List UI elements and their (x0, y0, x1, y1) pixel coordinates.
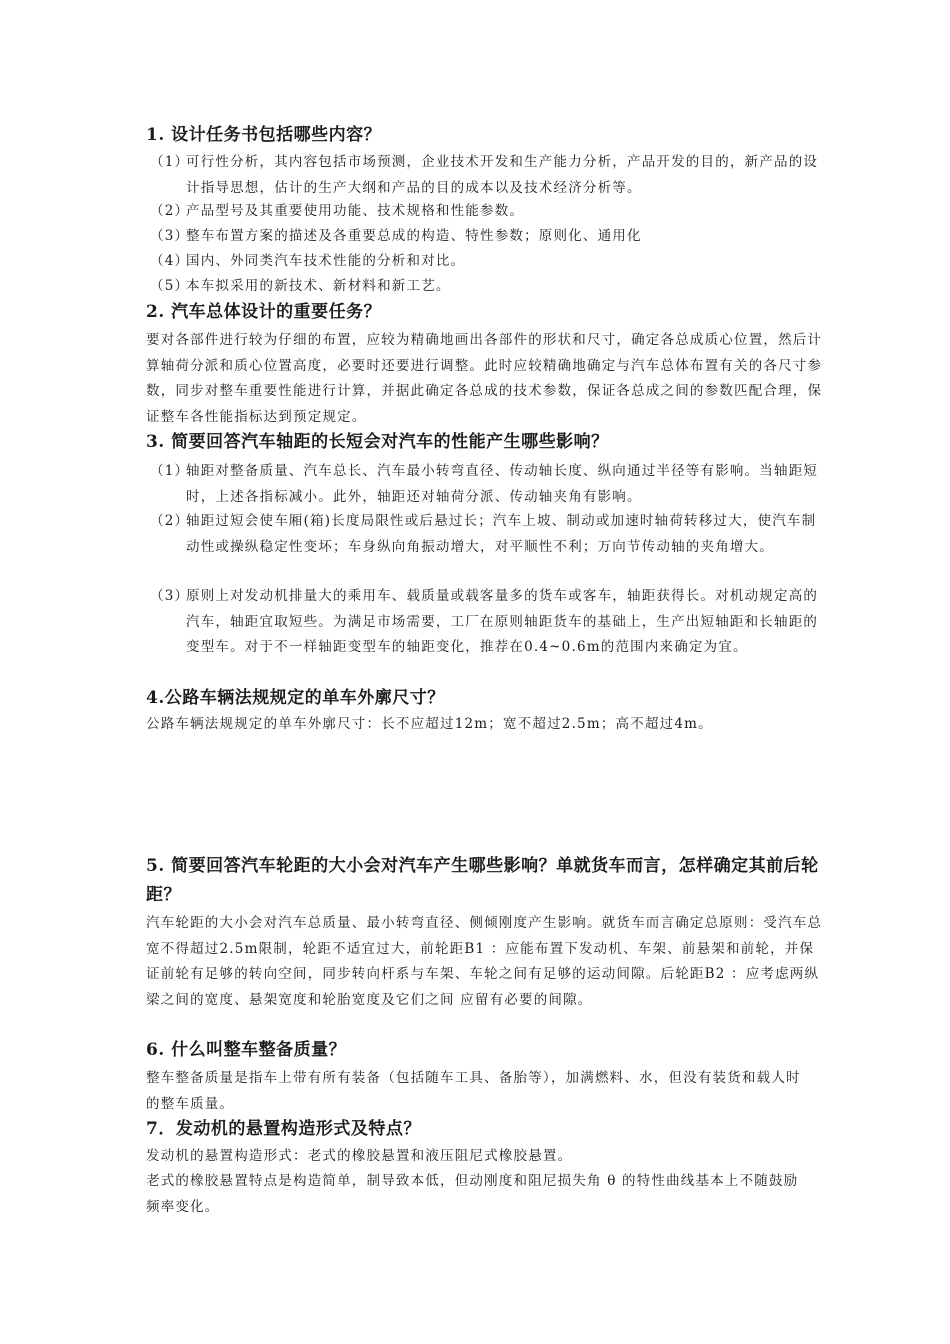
item-number: （3） (150, 228, 190, 244)
section-2-heading: 2. 汽车总体设计的重要任务？ (146, 302, 382, 322)
item-text: 轴距对整备质量、汽车总长、汽车最小转弯直径、传动轴长度、纵向通过半径等有影响。当轴距短时，上述各指标减小。此外，轴距还对轴荷分派、传动轴夹角有影响。 (186, 463, 819, 505)
item-number: （1） (150, 463, 190, 479)
item-text: 产品型号及其重要使用功能、技术规格和性能参数。 (186, 203, 525, 219)
section-3-heading: 3. 简要回答汽车轴距的长短会对汽车的性能产生哪些影响？ (146, 432, 609, 452)
section-7-paragraph-2: 老式的橡胶悬置特点是构造简单，制导致本低，但动刚度和阻尼损失角 θ 的特性曲线基本上不随鼓励频率变化。 (146, 1173, 799, 1215)
section-1-item-4 (150, 249, 820, 275)
item-number: （3） (150, 588, 190, 604)
section-1-item-1 (150, 150, 820, 201)
section-7-heading: 7．发动机的悬置构造形式及特点？ (146, 1119, 421, 1139)
item-text: 轴距过短会使车厢(箱)长度局限性或后悬过长；汽车上坡、制动或加速时轴荷转移过大，使汽车制动性或操纵稳定性变坏；车身纵向角振动增大，对平顺性不利；万向节传动轴的夹角增大。 (186, 513, 817, 555)
section-1-heading: 1. 设计任务书包括哪些内容？ (146, 125, 382, 145)
item-number: （2） (150, 513, 190, 529)
section-5-paragraph: 汽车轮距的大小会对汽车总质量、最小转弯直径、侧倾刚度产生影响。就货车而言确定总原则：受汽车总宽不得超过2.5m限制，轮距不适宜过大，前轮距B1 ：应能布置下发动机、车架、前悬架和前轮，并保证前轮有足够的转向空间，同步转向杆系与车架、车轮之间有足够的运动间隙。后轮距B2 ：应考虑两纵梁之间的宽度、悬架宽度和轮胎宽度及它们之间 应留有必要的间隙。 (146, 915, 823, 1009)
section-3-item-3 (150, 584, 820, 661)
section-2-paragraph: 要对各部件进行较为仔细的布置，应较为精确地画出各部件的形状和尺寸，确定各总成质心位置，然后计算轴荷分派和质心位置高度，必要时还要进行调整。此时应较精确地确定与汽车总体布置有关的各尺寸参数，同步对整车重要性能进行计算，并据此确定各总成的技术参数，保证各总成之间的参数匹配合理，保证整车各性能指标达到预定规定。 (146, 332, 823, 426)
item-number: （1） (150, 154, 190, 170)
section-7-paragraph-1: 发动机的悬置构造形式：老式的橡胶悬置和液压阻尼式橡胶悬置。 (146, 1148, 573, 1164)
section-6-heading: 6. 什么叫整车整备质量？ (146, 1040, 347, 1060)
section-3-item-2 (150, 509, 820, 560)
section-1-item-5 (150, 274, 820, 300)
section-3-item-1 (150, 459, 820, 510)
section-4-paragraph: 公路车辆法规规定的单车外廓尺寸：长不应超过12m；宽不超过2.5m；高不超过4m。 (146, 716, 713, 732)
section-1-item-3 (150, 224, 820, 250)
section-5-heading: 5. 简要回答汽车轮距的大小会对汽车产生哪些影响？单就货车而言，怎样确定其前后轮距？ (146, 856, 819, 905)
item-text: 原则上对发动机排量大的乘用车、载质量或载客量多的货车或客车，轴距获得长。对机动规定高的汽车，轴距宜取短些。为满足市场需要，工厂在原则轴距货车的基础上，生产出短轴距和长轴距的变型车。对于不一样轴距变型车的轴距变化，推荐在0.4~0.6m的范围内来确定为宜。 (186, 588, 819, 656)
section-4-heading: 4.公路车辆法规规定的单车外廓尺寸？ (146, 688, 445, 708)
section-1-item-2 (150, 199, 820, 225)
item-text: 国内、外同类汽车技术性能的分析和对比。 (186, 253, 466, 269)
item-text: 可行性分析，其内容包括市场预测，企业技术开发和生产能力分析，产品开发的目的，新产品的设计指导思想，估计的生产大纲和产品的目的成本以及技术经济分析等。 (186, 154, 819, 196)
item-number: （5） (150, 278, 190, 294)
item-number: （4） (150, 253, 190, 269)
item-text: 本车拟采用的新技术、新材料和新工艺。 (186, 278, 451, 294)
section-6-paragraph: 整车整备质量是指车上带有所有装备（包括随车工具、备胎等），加满燃料、水，但没有装货和载人时的整车质量。 (146, 1070, 801, 1112)
item-number: （2） (150, 203, 190, 219)
item-text: 整车布置方案的描述及各重要总成的构造、特性参数；原则化、通用化 (186, 228, 642, 244)
